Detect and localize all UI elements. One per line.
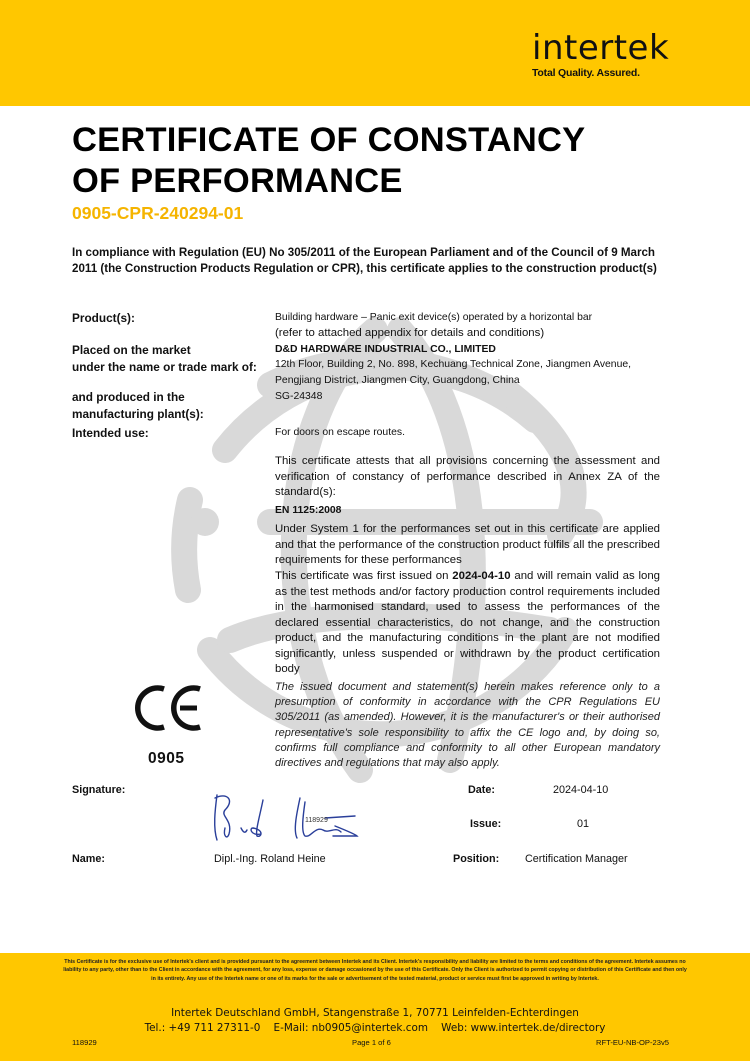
compliance-intro: In compliance with Regulation (EU) No 305/2011 of the European Parliament and of the Council of 9 March 2011 (the Construction Products Regulation or CPR), this certificate applies to the construction product(s): [72, 246, 657, 275]
company-name: D&D HARDWARE INDUSTRIAL CO., LIMITED: [275, 344, 496, 355]
handwritten-signature-icon: [205, 790, 375, 845]
footer-doc-id: 118929: [72, 1038, 97, 1047]
signature-stamp-number: 118929: [305, 817, 328, 824]
product-line-1: Building hardware – Panic exit device(s) operated by a horizontal bar: [275, 312, 593, 323]
page-title: [72, 120, 585, 202]
company-address: 12th Floor, Building 2, No. 898, Kechuang Technical Zone, Jiangmen Avenue, Pengjiang District, Jiangmen City, Guangdong, China: [275, 359, 632, 386]
footer-disclaimer: This Certificate is for the exclusive use of Intertek's client and is provided pursuant to the agreement between Intertek and its Client. Intertek's responsibility and liability are limited to the terms and conditions of the agreement. Intertek assumes no liability to any party, other than to the Client in accordance with the agreement, for any loss, expense or damage occasioned by the use of this Certificate. Only the Client is authorized to permit copying or distribution of this Certificate and then only in its entirety. Any use of the Intertek name or one of its marks for the sale or advertisement of the tested material, product or service must first be approved in writing by Intertek.: [63, 959, 687, 982]
position-value: Certification Manager: [525, 853, 628, 865]
market-label: [72, 342, 257, 375]
date-label: Date:: [468, 784, 495, 796]
date-value: 2024-04-10: [553, 784, 609, 796]
ce-mark-icon: [134, 683, 204, 733]
plant-label: [72, 389, 204, 422]
product-label: Product(s):: [72, 311, 135, 325]
intended-use-label: Intended use:: [72, 426, 149, 440]
standard-reference: EN 1125:2008: [275, 505, 342, 516]
form-code: RFT-EU-NB-OP-23v5: [596, 1038, 669, 1047]
plant-label-line-2: manufacturing plant(s):: [72, 406, 204, 421]
product-line-2: (refer to attached appendix for details and conditions): [275, 326, 545, 339]
title-line-1: CERTIFICATE OF CONSTANCY: [72, 121, 586, 159]
validity-prefix: This certificate was first issued on: [275, 570, 453, 582]
plant-label-line-1: and produced in the: [72, 390, 185, 404]
footer-address: Intertek Deutschland GmbH, Stangenstraße 1, 70771 Leinfelden-Echterdingen: [171, 1007, 579, 1019]
market-label-line-2: under the name or trade mark of:: [72, 359, 257, 374]
notified-body-number: 0905: [148, 750, 185, 767]
market-label-line-1: Placed on the market: [72, 343, 191, 357]
validity-paragraph: [275, 569, 660, 678]
plant-value: SG-24348: [275, 391, 323, 402]
signature-label: Signature:: [72, 784, 126, 796]
name-value: Dipl.-Ing. Roland Heine: [214, 853, 326, 865]
footer-contact: Tel.: +49 711 27311-0 E-Mail: nb0905@intertek.com Web: www.intertek.de/directory: [144, 1022, 606, 1034]
attests-paragraph: This certificate attests that all provisions concerning the assessment and verification of constancy of performance described in Annex ZA of the standard(s):: [275, 455, 660, 498]
validity-date: 2024-04-10: [452, 570, 511, 582]
product-value: [275, 310, 660, 341]
intended-use-value: For doors on escape routes.: [275, 427, 405, 438]
name-label: Name:: [72, 853, 106, 865]
certificate-number: 0905-CPR-240294-01: [72, 203, 244, 223]
title-line-2: OF PERFORMANCE: [72, 162, 403, 200]
conformity-disclaimer: The issued document and statement(s) herein makes reference only to a presumption of conformity in accordance with the CPR Regulations EU 305/2011 (as amended). However, it is the manufacturer's or their authorised representative's sole responsibility to affix the CE logo and, by doing so, confirms full compliance and conformity to all other European mandatory directives and regulations that may also apply.: [275, 681, 660, 770]
issue-value: 01: [577, 818, 590, 830]
intertek-logo: [532, 30, 669, 79]
system-paragraph: Under System 1 for the performances set out in this certificate are applied and that the performance of the construction product fulfils all the prescribed requirements for these performances: [275, 523, 660, 566]
position-label: Position:: [453, 853, 500, 865]
logo-tagline: Total Quality. Assured.: [532, 67, 640, 79]
issue-label: Issue:: [470, 818, 502, 830]
page-indicator: Page 1 of 6: [352, 1038, 391, 1047]
logo-wordmark: intertek: [532, 28, 670, 68]
validity-suffix: and will remain valid as long as the test methods and/or factory production control requirements included in the harmonised standard, used to assess the performances of the declared essential characteristics, do not change, and the construction product, and the manufacturing conditions in the plant are not modified significantly, unless suspended or withdrawn by the product certification body: [275, 570, 661, 675]
